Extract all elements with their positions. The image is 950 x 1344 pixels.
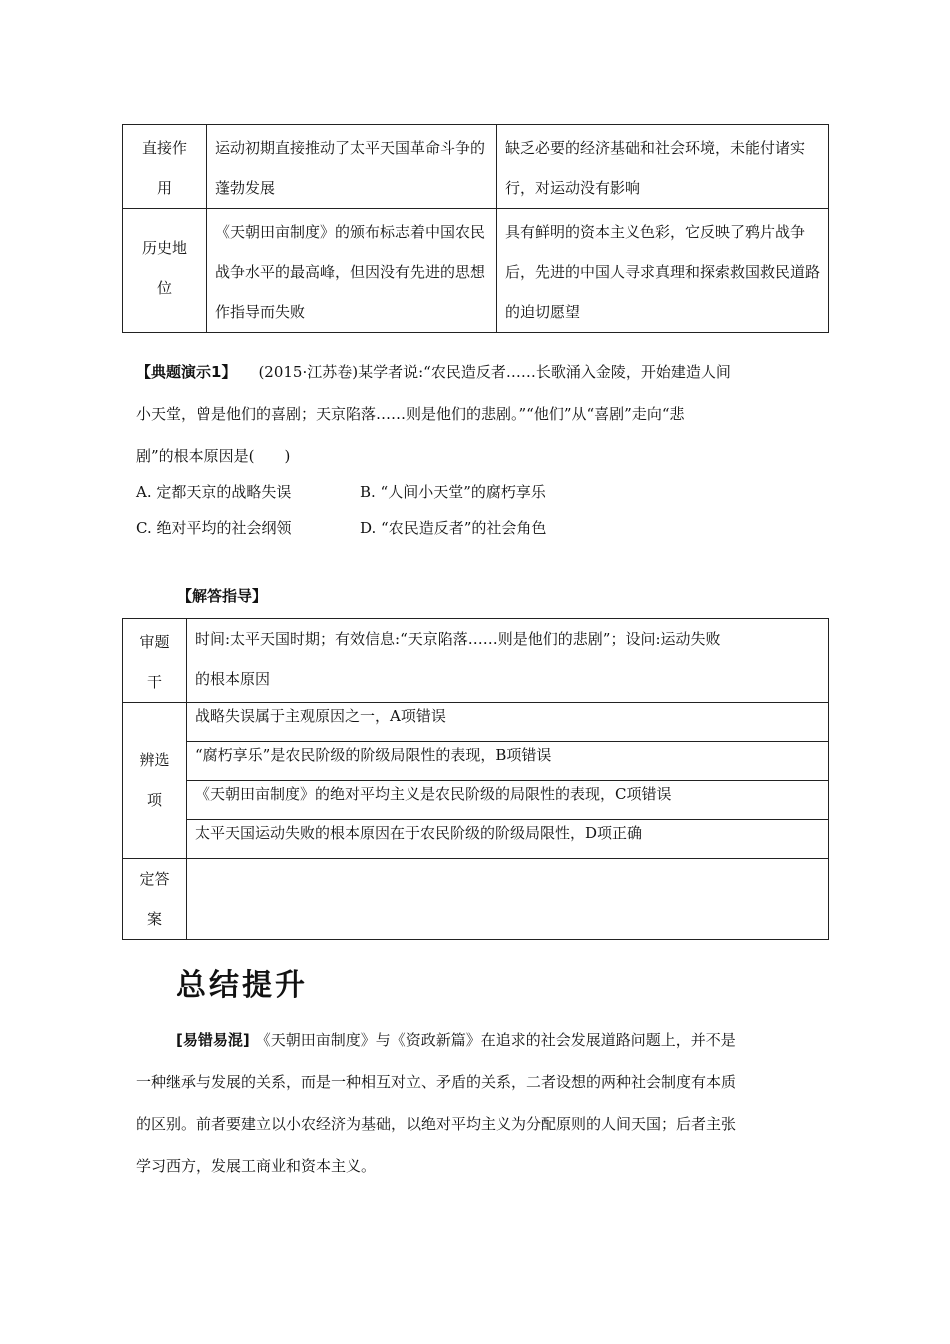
row-label: 直接作用 (141, 139, 187, 197)
table-row (123, 820, 829, 859)
row-label-cell (123, 859, 187, 940)
cell-text: 《天朝田亩制度》的颁布标志着中国农民战争水平的最高峰，但因没有先进的思想作指导而失败 (215, 223, 486, 321)
example-question (136, 362, 836, 542)
table-cell (187, 619, 829, 703)
table-cell (187, 859, 829, 940)
cell-text: 战略失误属于主观原因之一，A项错误 (195, 707, 446, 725)
example-tag: 【典题演示1】 (136, 363, 237, 381)
cell-text: 《天朝田亩制度》的绝对平均主义是农民阶级的局限性的表现，C项错误 (195, 785, 672, 803)
row-label-cell (123, 209, 207, 333)
table-row (123, 209, 829, 333)
question-text: (2015·江苏卷)某学者说:“农民造反者……长歌涌入金陵，开始建造人间 (258, 363, 731, 381)
option-a: A. 定都天京的战略失误 (136, 483, 292, 501)
paragraph-line: 的区别。前者要建立以小农经济为基础，以绝对平均主义为分配原则的人间天国；后者主张 (136, 1115, 737, 1133)
question-line: 剧”的根本原因是( ) (136, 447, 291, 465)
cell-text: 运动初期直接推动了太平天国革命斗争的蓬勃发展 (215, 139, 486, 197)
option-d: D. “农民造反者”的社会角色 (360, 519, 547, 537)
cell-text: 太平天国运动失败的根本原因在于农民阶级的阶级局限性，D项正确 (195, 824, 643, 842)
table-cell (497, 125, 829, 209)
table-cell (207, 125, 497, 209)
cell-text: 的根本原因 (195, 670, 271, 688)
table-cell (207, 209, 497, 333)
row-label: 审题干 (139, 633, 170, 691)
section-heading: 总结提升 (176, 968, 308, 1003)
comparison-table (122, 124, 829, 333)
table-row (123, 742, 829, 781)
row-label: 历史地位 (141, 239, 187, 297)
cell-text: “腐朽享乐”是农民阶级的阶级局限性的表现，B项错误 (195, 746, 552, 764)
question-line (136, 362, 731, 382)
table-row (123, 703, 829, 742)
table-cell (187, 820, 829, 859)
summary-paragraph (136, 1030, 836, 1175)
row-label-cell (123, 703, 187, 859)
cell-text: 时间:太平天国时期；有效信息:“天京陷落……则是他们的悲剧”；设问:运动失败 (195, 630, 721, 648)
table-cell (187, 703, 829, 742)
cell-text: 缺乏必要的经济基础和社会环境，未能付诸实行，对运动没有影响 (505, 139, 806, 197)
guide-title: 【解答指导】 (177, 587, 268, 605)
table-cell (187, 742, 829, 781)
table-row (123, 619, 829, 703)
table-row (123, 781, 829, 820)
summary-tag: [易错易混] (176, 1031, 250, 1049)
row-label-cell (123, 125, 207, 209)
summary-text: 《天朝田亩制度》与《资政新篇》在追求的社会发展道路问题上，并不是 (255, 1031, 736, 1049)
paragraph-line: 学习西方，发展工商业和资本主义。 (136, 1157, 377, 1175)
row-label-cell (123, 619, 187, 703)
option-b: B. “人间小天堂”的腐朽享乐 (360, 483, 546, 501)
paragraph-line: 一种继承与发展的关系，而是一种相互对立、矛盾的关系，二者设想的两种社会制度有本质 (136, 1073, 737, 1091)
row-label: 辨选项 (139, 751, 170, 809)
cell-text (187, 859, 828, 862)
question-line: 小天堂，曾是他们的喜剧；天京陷落……则是他们的悲剧。”“他们”从“喜剧”走向“悲 (136, 405, 685, 423)
table-row (123, 859, 829, 940)
paragraph-line (176, 1030, 736, 1050)
table-row (123, 125, 829, 209)
row-label: 定答案 (139, 870, 170, 928)
table-cell (497, 209, 829, 333)
option-c: C. 绝对平均的社会纲领 (136, 519, 292, 537)
cell-text: 具有鲜明的资本主义色彩，它反映了鸦片战争后，先进的中国人寻求真理和探索救国救民道路的迫切愿望 (505, 223, 821, 321)
answer-guide-table (122, 618, 829, 940)
table-cell (187, 781, 829, 820)
